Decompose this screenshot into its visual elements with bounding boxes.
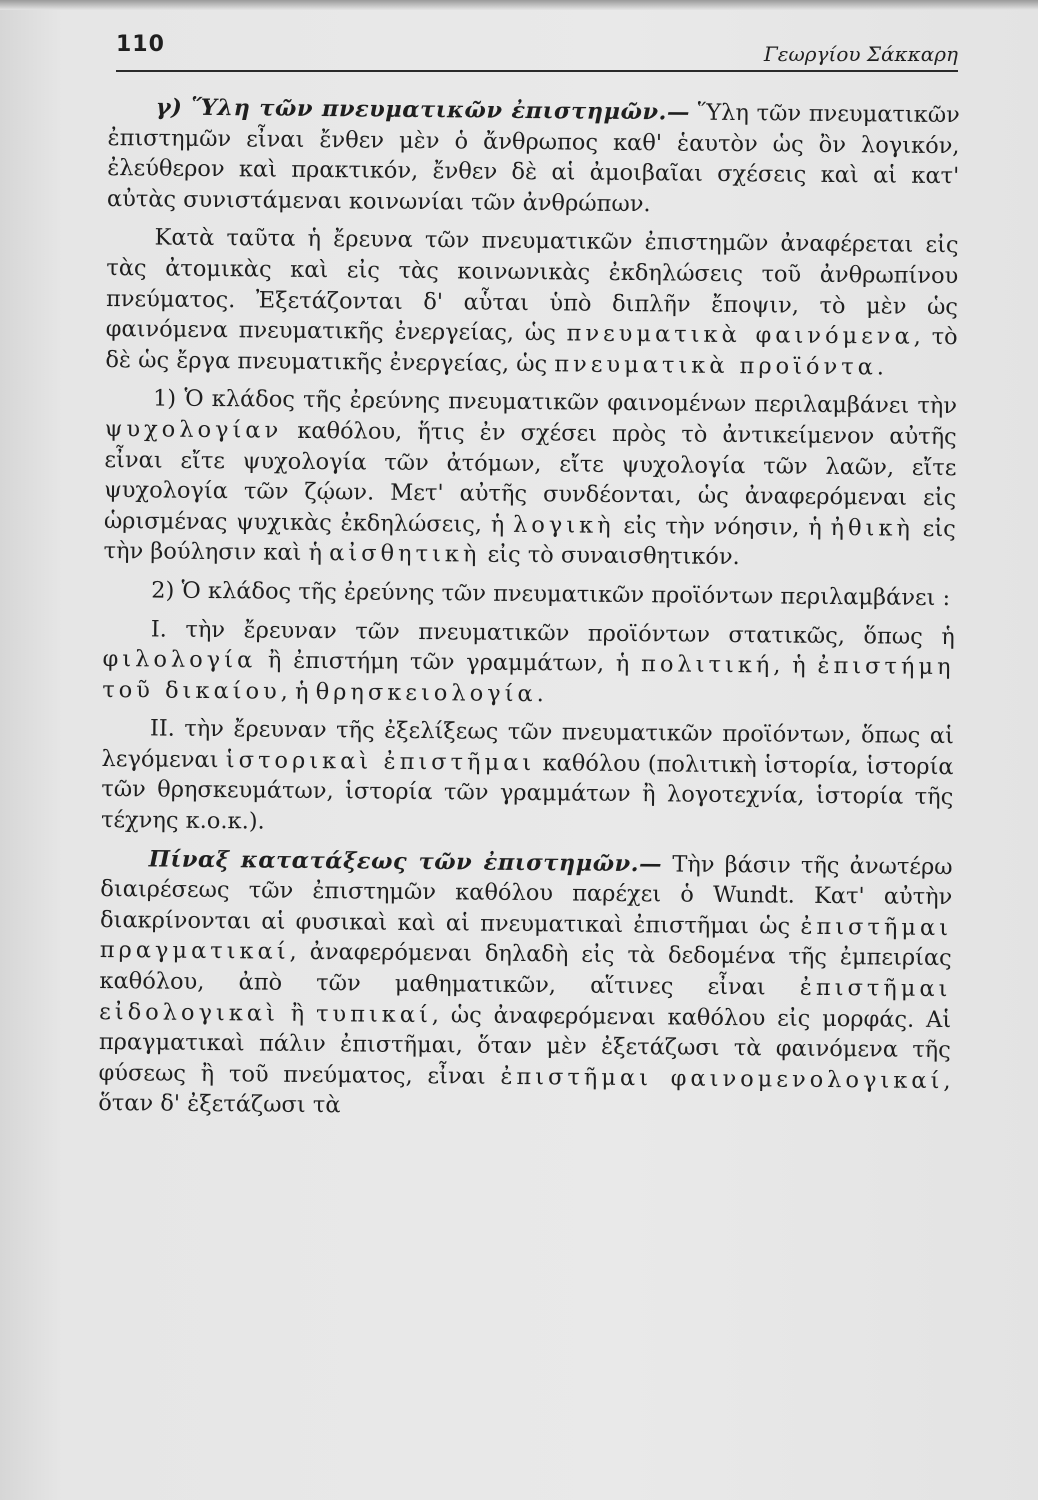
page-number: 110 bbox=[116, 32, 165, 57]
text-run: Τὴν βάσιν τῆς ἀνωτέρω διαιρέσεως τῶν ἐπιστημῶν καθόλου παρέχει ὁ Wundt. Κατ' αὐτὴν διακρίνονται αἱ φυσικαὶ καὶ αἱ πνευματικαὶ ἐπιστῆμαι ὡς bbox=[99, 851, 953, 940]
text-run: Ι. τὴν ἔρευναν τῶν πνευματικῶν προϊόντων στατικῶς, ὅπως ἡ bbox=[150, 615, 955, 650]
page-header bbox=[116, 32, 958, 72]
section-matter-of-humanities bbox=[107, 92, 960, 223]
spaced-term: λογικὴ bbox=[512, 511, 615, 539]
text-run: , ὅταν δ' ἐξετάζωσι τὰ bbox=[98, 1067, 951, 1119]
running-head-author: Γεωργίου Σάκκαρη bbox=[763, 42, 958, 66]
paragraph-classification-table bbox=[98, 844, 953, 1128]
text-run: . bbox=[536, 680, 544, 707]
spaced-term: ἐπιστῆμαι φαινομενολογικαί bbox=[500, 1063, 944, 1094]
spaced-term: ἐπιστήμη τοῦ δικαίου bbox=[102, 652, 955, 705]
text-run: . bbox=[876, 354, 885, 381]
spaced-term: ἱστορικαὶ ἐπιστῆμαι bbox=[225, 747, 536, 777]
spaced-term: αἰσθητικὴ bbox=[329, 540, 481, 568]
header-rule bbox=[116, 70, 958, 72]
text-run: 1) Ὁ κλάδος τῆς ἐρεύνης πνευματικῶν φαινομένων περιλαμβάνει τὴν bbox=[152, 385, 958, 420]
paragraph-branch-2: 2) Ὁ κλάδος τῆς ἐρεύνης τῶν πνευματικῶν προϊόντων περιλαμβάνει : bbox=[151, 577, 951, 612]
section-heading-matter: γ) Ὕλη τῶν πνευματικῶν ἐπιστημῶν.— bbox=[155, 94, 691, 126]
spaced-term: πνευματικὰ φαινόμενα bbox=[566, 320, 914, 350]
spaced-term: ἐπιστῆμαι εἰδολογικαὶ bbox=[99, 974, 952, 1027]
text-run: , ἡ bbox=[280, 678, 316, 705]
text-run: εἰς τὴν βούλησιν καὶ ἡ bbox=[103, 515, 956, 567]
page-top-edge bbox=[0, 0, 1038, 10]
text-run: , ἡ bbox=[773, 652, 818, 679]
text-run: ἢ ἐπιστήμη τῶν γραμμάτων, ἡ bbox=[256, 647, 642, 678]
text-run: καθόλου, ἥτις ἐν σχέσει πρὸς τὸ ἀντικείμενον αὐτῆς εἶναι εἴτε ψυχολογία τῶν ἀτόμων, εἴτε ψυχολογία τῶν λαῶν, εἴτε ψυχολογία τῶν ζῴων. Μετ' αὐτῆς συνδέονται, ὡς ἀναφερόμεναι εἰς ὡρισμένας ψυχικὰς ἐκδηλώσεις, ἡ bbox=[103, 417, 957, 538]
spaced-term: φιλολογία bbox=[102, 646, 257, 674]
text-run: ΙΙ. τὴν ἔρευναν τῆς ἐξελίξεως τῶν πνευματικῶν προϊόντων, ὅπως αἱ λεγόμεναι bbox=[101, 715, 954, 774]
spaced-term: ἐπιστῆμαι πραγματικαί bbox=[99, 913, 953, 966]
spaced-term: πολιτική bbox=[640, 651, 774, 679]
text-run: εἰς τὴν νόησιν, ἡ bbox=[614, 512, 831, 541]
text-run: ἢ bbox=[278, 1000, 317, 1027]
spaced-term: τυπικαί bbox=[315, 1000, 432, 1028]
text-run: καθόλου (πολιτικὴ ἱστορία, ἱστορία τῶν θρησκευμάτων, ἱστορία τῶν γραμμάτων ἢ λογοτεχνία, ἱστορία τῆς τέχνης κ.ο.κ.). bbox=[100, 750, 954, 835]
text-run: Κατὰ ταῦτα ἡ ἔρευνα τῶν πνευματικῶν ἐπιστημῶν ἀναφέρεται εἰς τὰς ἀτομικὰς καὶ εἰς τὰς κοινωνικὰς ἐκδηλώσεις τοῦ ἀνθρωπίνου πνεύματος. Ἐξετάζονται δ' αὗται ὑπὸ διπλῆν ἔποψιν, τὸ μὲν ὡς φαινόμενα πνευματικῆς ἐνεργείας, ὡς bbox=[105, 224, 959, 347]
text-run: , ὡς ἀναφερόμεναι καθόλου εἰς μορφάς. Αἱ πραγματικαὶ πάλιν ἐπιστῆμαι, ὅταν μὲν ἐξετάζωσι τὰ φαινόμενα τῆς φύσεως ἢ τοῦ πνεύματος, εἶναι bbox=[98, 1001, 952, 1090]
section-text: Ὕλη τῶν πνευματικῶν ἐπιστημῶν εἶναι ἔνθεν μὲν ὁ ἄνθρωπος καθ' ἑαυτὸν ὡς ὂν λογικόν, ἐλεύθερον καὶ πρακτικόν, ἔνθεν δὲ αἱ ἀμοιβαῖαι σχέσεις καὶ αἱ κατ' αὐτὰς συνιστάμεναι κοινωνίαι τῶν ἀνθρώπων. bbox=[106, 99, 960, 217]
text-run: εἰς τὸ συναισθητικόν. bbox=[480, 541, 740, 571]
spaced-term: ἠθικὴ bbox=[830, 514, 915, 542]
spaced-term: πνευματικὰ προϊόντα bbox=[554, 351, 877, 381]
paragraph-research bbox=[105, 222, 958, 383]
list-item-2 bbox=[101, 713, 954, 844]
list-item-1 bbox=[102, 613, 955, 713]
spaced-term: ψυχολογίαν bbox=[104, 415, 283, 444]
text-run: , ἀναφερόμεναι δηλαδὴ εἰς τὰ δεδομένα τῆς ἐμπειρίας καθόλου, ἀπὸ τῶν μαθηματικῶν, αἵτινες εἶναι bbox=[99, 939, 952, 1001]
section-heading-classification: Πίναξ κατατάξεως τῶν ἐπιστημῶν.— bbox=[148, 846, 663, 878]
page-body bbox=[98, 92, 960, 1135]
paragraph-branch-1 bbox=[103, 383, 957, 575]
text-run: , τὸ δὲ ὡς ἔργα πνευματικῆς ἐνεργείας, ὡς bbox=[105, 323, 958, 378]
spaced-term: θρησκειολογία bbox=[315, 678, 537, 707]
